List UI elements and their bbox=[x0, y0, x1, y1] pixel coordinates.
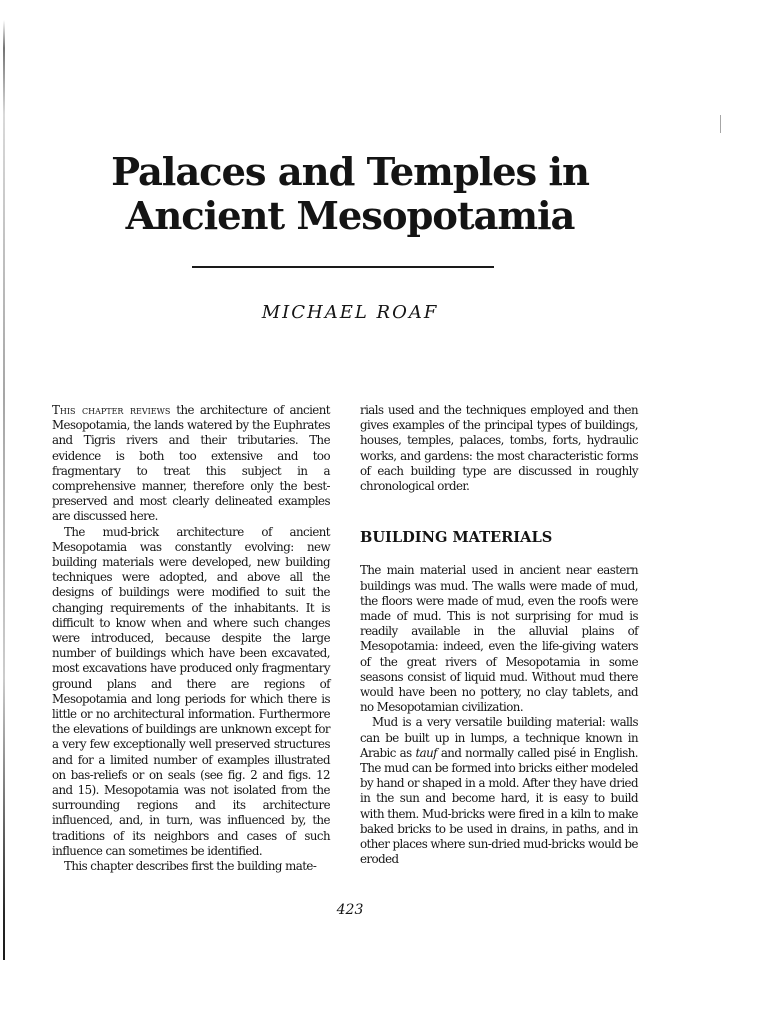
left-column bbox=[52, 403, 330, 874]
right-paragraph-3 bbox=[360, 715, 638, 867]
scan-edge-left bbox=[3, 20, 5, 960]
right-paragraph-3-text-b: and normally called pisé in English. The mud can be formed into bricks either modeled by hand or shaped in a mold. After they have dried in the sun and become hard, it is easy to build with them. Mud-bricks were fired in a kiln to make baked bricks to be used in drains, in paths, and in other places where sun-dried mud-bricks would be eroded bbox=[360, 745, 638, 867]
title-line-1: Palaces and Temples in bbox=[111, 150, 589, 195]
page-number: 423 bbox=[336, 902, 364, 918]
left-paragraph-3: This chapter describes first the building mate- bbox=[64, 859, 317, 874]
left-paragraph-1-text: the architecture of ancient Mesopotamia, the lands watered by the Euphrates and Tigris rivers and their tributaries. The evidence is both too extensive and too fragmentary to treat this subject in a comprehensive manner, therefore only the best-preserved and most clearly delineated examples are discussed here. bbox=[52, 403, 330, 524]
opening-smallcaps: This chapter reviews bbox=[52, 403, 171, 417]
section-heading: BUILDING MATERIALS bbox=[360, 529, 553, 547]
left-paragraph-2: The mud-brick architecture of ancient Mesopotamia was constantly evolving: new building materials were developed, new building techniques were adopted, and above all the designs of buildings were modified to suit the changing requirements of the inhabitants. It is difficult to know when and where such changes were introduced, because despite the large number of buildings which have been excavated, most excavations have produced only fragmentary ground plans and there are regions of Mesopotamia and long periods for which there is little or no architectural information. Furthermore the elevations of buildings are unknown except for a very few exceptionally well preserved structures and for a limited number of examples illustrated on bas-reliefs or on seals (see fig. 2 and figs. 12 and 15). Mesopotamia was not isolated from the surrounding regions and its architecture influenced, and, in turn, was influenced by, the traditions of its neighbors and cases of such influence can sometimes be identified. bbox=[52, 524, 330, 858]
right-paragraph-3-text-a: Mud is a very versatile building material: walls can be built up in lumps, a technique known in Arabic as bbox=[360, 715, 638, 760]
right-paragraph-2: The main material used in ancient near eastern buildings was mud. The walls were made of mud, the floors were made of mud, even the roofs were made of mud. This is not surprising for mud is readily available in the alluvial plains of Mesopotamia: indeed, even the life-giving waters of the great rivers of Mesopotamia in some seasons consist of liquid mud. Without mud there would have been no pottery, no clay tablets, and no Mesopotamian civilization. bbox=[360, 563, 638, 715]
title-rule bbox=[192, 266, 494, 268]
author-name: MICHAEL ROAF bbox=[261, 302, 439, 323]
arabic-term: tauf bbox=[415, 745, 437, 760]
right-paragraph-1: rials used and the techniques employed and then gives examples of the principal types of buildings, houses, temples, palaces, tombs, forts, hydraulic works, and gardens: the most characteristic forms of each building type are discussed in roughly chronological order. bbox=[360, 403, 638, 494]
left-paragraph-1 bbox=[52, 403, 330, 525]
scan-edge-right bbox=[720, 115, 721, 133]
right-column bbox=[360, 403, 638, 867]
title-line-2: Ancient Mesopotamia bbox=[125, 194, 575, 239]
